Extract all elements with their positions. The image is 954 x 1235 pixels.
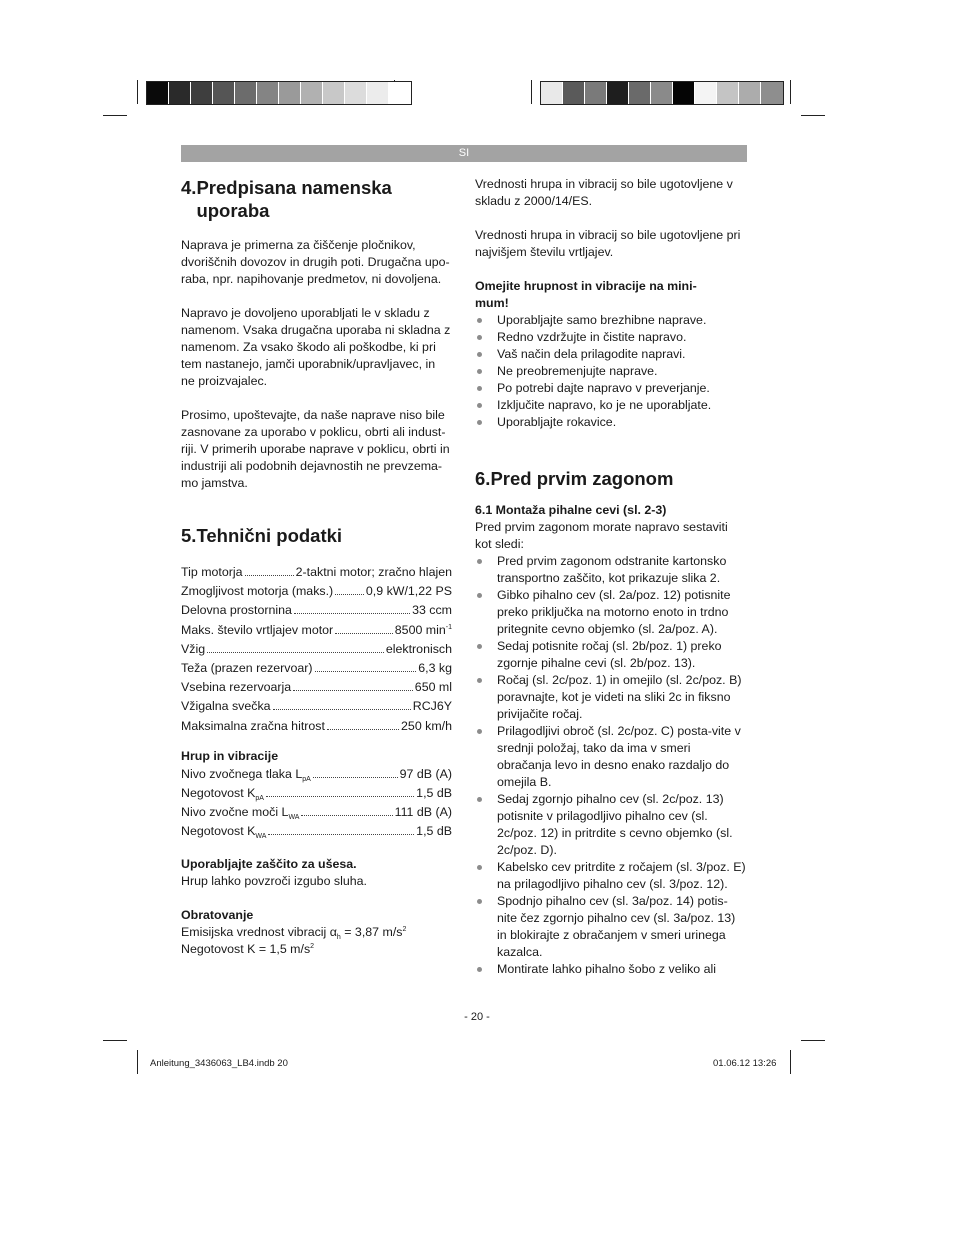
spec-label: Vsebina rezervoarja [181, 680, 292, 695]
spec-row [181, 601, 452, 620]
spec-label: Maks. število vrtljajev motor [181, 622, 334, 637]
section-5-heading [181, 524, 452, 547]
color-swatch [607, 82, 629, 104]
color-swatch [213, 82, 235, 104]
spec-row [181, 765, 452, 784]
color-swatch [301, 82, 323, 104]
spec-label: Maksimalna zračna hitrost [181, 718, 325, 733]
spec-label: Nivo zvočnega tlaka $L_{pA}$ [181, 766, 311, 783]
list-item: Montirate lahko pihalno šobo z veliko ali [475, 961, 747, 978]
spec-value: 2-taktni motor; zračno hlajen [295, 565, 452, 579]
dot-leader [294, 613, 410, 614]
spec-value: RCJ6Y [412, 699, 452, 714]
spec-subscript: pA [255, 794, 264, 802]
spec-row [181, 803, 452, 822]
color-swatch [323, 82, 345, 104]
vibration-uncertainty-line: Negotovost K = 1,5 $m/s^2$ [181, 942, 315, 957]
print-date: 01.06.12 13:26 [713, 1058, 777, 1069]
list-item: Gibko pihalno cev (sl. 2a/poz. 12) potisnite preko priključka na motorno enoto in trdno pritegnite cevno objemko (sl. 2a/poz. A). [475, 587, 747, 638]
subheading: 6.1 Montaža pihalne cevi (sl. 2-3) [475, 503, 667, 517]
spec-row [181, 640, 452, 659]
spec-subscript: pA [302, 775, 311, 783]
list-item: Pred prvim zagonom odstranite kartonsko transportno zaščito, kot prikazuje slika 2. [475, 553, 747, 587]
color-swatch [717, 82, 739, 104]
list-item: Prilagodljivi obroč (sl. 2c/poz. C) posta-vite v srednji položaj, tako da ima v smeri obračanja levo in desno enako razdaljo do omejila B. [475, 723, 747, 791]
spec-label: Negotovost $K_{WA}$ [181, 824, 267, 841]
page-number: - 20 - [464, 1011, 490, 1023]
spec-label: Vžigalna svečka [181, 699, 271, 714]
list-item: Sedaj zgornjo pihalno cev (sl. 2c/poz. 13) potisnite v prilagodljivo pihalno cev (sl. 2c/poz. 12) in pritrdite s cevno objemko (sl. 2c/poz. D). [475, 791, 747, 859]
color-swatch [563, 82, 585, 104]
spec-superscript: -1 [445, 623, 452, 631]
subheading: Obratovanje [181, 908, 254, 923]
assembly-steps-list [475, 553, 747, 978]
spec-row [181, 784, 452, 803]
spec-value: 650 ml [414, 680, 452, 695]
spec-row [181, 563, 452, 582]
color-swatch [169, 82, 191, 104]
section-4-heading [181, 176, 452, 222]
spec-value: 250 km/h [401, 718, 452, 733]
dot-leader [313, 777, 398, 778]
right-column [475, 176, 747, 978]
paragraph: Napravo je dovoljeno uporabljati le v skladu z namenom. Vsaka drugačna uporaba ni skladna z namenom. Za vsako škodo ali poškodbe, ki pri tem nastanejo, jamči uporabnik/upravljavec, in ne proizvajalec. [181, 306, 451, 388]
section-6-heading [475, 467, 747, 490]
spec-subscript: WA [255, 833, 267, 841]
paragraph: Pred prvim zagonom morate napravo sestaviti kot sledi: [475, 520, 728, 551]
paragraph: Vrednosti hrupa in vibracij so bile ugotovljene v skladu z 2000/14/ES. [475, 177, 733, 208]
color-swatch [695, 82, 717, 104]
language-code: SI [458, 147, 470, 159]
color-swatch [235, 82, 257, 104]
spec-value: 8500 $\min^{-1}$ [394, 622, 452, 637]
dot-leader [273, 709, 411, 710]
spec-value: 6,3 kg [418, 660, 452, 675]
spec-value: 1,5 dB [416, 785, 452, 800]
dot-leader [207, 652, 384, 653]
spec-value: 1,5 dB [416, 824, 452, 839]
color-swatch [389, 82, 411, 104]
dot-leader [327, 729, 399, 730]
color-swatch [191, 82, 213, 104]
dot-leader [301, 815, 392, 816]
crop-mark [103, 1040, 127, 1041]
color-swatch [585, 82, 607, 104]
section-title: Pred prvim zagonom [490, 468, 674, 489]
spec-value: 0,9 kW/1,22 PS [365, 584, 452, 599]
list-item: Ročaj (sl. 2c/poz. 1) in omejilo (sl. 2c/poz. B) poravnajte, kot je videti na sliki 2c in fiksno privijačite ročaj. [475, 672, 747, 723]
spec-label: Negotovost $K_{pA}$ [181, 785, 264, 802]
color-calibration-bar-left [146, 81, 412, 105]
section-title: Tehnični podatki [196, 525, 343, 546]
crop-mark [137, 80, 138, 104]
list-item: Vaš način dela prilagodite napravi. [475, 346, 747, 363]
subheading: Hrup in vibracije [181, 748, 279, 763]
noise-data-table [181, 765, 452, 842]
list-item: Izključite napravo, ko je ne uporabljate. [475, 397, 747, 414]
vibration-line: Emisijska vrednost vibracij $\alpha_h = 3,87$ $m/s^2$ [181, 925, 407, 942]
dot-leader [266, 796, 414, 797]
crop-mark [103, 115, 127, 116]
spec-value: 111 dB (A) [394, 805, 452, 820]
spec-label: Tip motorja [181, 565, 243, 579]
spec-subscript: WA [288, 814, 300, 822]
list-item: Uporabljajte rokavice. [475, 414, 747, 431]
spec-row [181, 621, 452, 640]
paragraph: Vrednosti hrupa in vibracij so bile ugotovljene pri najvišjem številu vrtljajev. [475, 228, 741, 259]
list-item: Spodnjo pihalno cev (sl. 3a/poz. 14) potis-nite čez zgornjo pihalno cev (sl. 3a/poz. 13) in blokirajte z obračanjem v smeri urinega kazalca. [475, 893, 747, 961]
paragraph: Hrup lahko povzroči izgubo sluha. [181, 874, 367, 889]
spec-row [181, 822, 452, 841]
noise-reduction-list [475, 312, 747, 431]
color-calibration-bar-right [540, 81, 784, 105]
subheading: Uporabljajte zaščito za ušesa. [181, 857, 357, 872]
color-swatch [279, 82, 301, 104]
color-swatch [739, 82, 761, 104]
spec-value: 97 dB (A) [399, 766, 452, 781]
list-item: Ne preobremenjujte naprave. [475, 363, 747, 380]
dot-leader [293, 690, 413, 691]
list-item: Kabelsko cev pritrdite z ročajem (sl. 3/poz. E) na prilagodljivo pihalno cev (sl. 3/poz. 12). [475, 859, 747, 893]
spec-row [181, 659, 452, 678]
crop-mark [790, 1050, 791, 1074]
left-column [181, 176, 452, 958]
list-item: Uporabljajte samo brezhibne naprave. [475, 312, 747, 329]
crop-mark [790, 80, 791, 104]
dot-leader [335, 594, 364, 595]
color-swatch [541, 82, 563, 104]
crop-mark [801, 115, 825, 116]
section-number: 6. [475, 468, 491, 489]
list-item: Sedaj potisnite ročaj (sl. 2b/poz. 1) preko zgornje pihalne cevi (sl. 2b/poz. 13). [475, 638, 747, 672]
spec-row [181, 678, 452, 697]
spec-label: Delovna prostornina [181, 603, 292, 618]
color-swatch [147, 82, 169, 104]
dot-leader [335, 633, 393, 634]
section-title: Predpisana namenska uporaba [196, 177, 392, 221]
crop-mark [801, 1040, 825, 1041]
dot-leader [268, 834, 414, 835]
dot-leader [315, 671, 417, 672]
spec-row [181, 717, 452, 736]
spec-value: elektronisch [385, 641, 452, 656]
color-swatch [651, 82, 673, 104]
color-swatch [629, 82, 651, 104]
list-item: Redno vzdržujte in čistite napravo. [475, 329, 747, 346]
spec-value: 33 ccm [412, 603, 452, 618]
spec-label: Zmogljivost motorja (maks.) [181, 584, 334, 599]
section-number: 5. [181, 525, 197, 546]
crop-mark [531, 80, 532, 104]
file-info: Anleitung_3436063_LB4.indb 20 [150, 1058, 288, 1069]
paragraph: Prosimo, upoštevajte, da naše naprave niso bile zasnovane za uporabo v poklicu, obrti ali indust-riji. V primerih uporabe naprave v poklicu, obrti in industriji ali podobnih dejavnostih ne prevzema-mo jamstva. [181, 408, 450, 490]
spec-row [181, 582, 452, 601]
subheading: Omejite hrupnost in vibracije na mini-mum! [475, 279, 697, 310]
spec-label: Teža (prazen rezervoar) [181, 660, 313, 675]
color-swatch [345, 82, 367, 104]
paragraph: Naprava je primerna za čiščenje pločnikov, dvoriščnih dovozov in drugih poti. Drugačna upo-raba, npr. napihovanje predmetov, ni dovoljena. [181, 238, 450, 286]
crop-mark [137, 1050, 138, 1074]
color-swatch [673, 82, 695, 104]
technical-data-table [181, 563, 452, 736]
spec-label: Vžig [181, 641, 206, 656]
color-swatch [257, 82, 279, 104]
section-number: 4. [181, 177, 197, 198]
list-item: Po potrebi dajte napravo v preverjanje. [475, 380, 747, 397]
language-header-band [181, 145, 747, 162]
dot-leader [245, 575, 294, 576]
color-swatch [367, 82, 389, 104]
spec-label: Nivo zvočne moči $L_{WA}$ [181, 805, 300, 822]
color-swatch [761, 82, 783, 104]
spec-row [181, 697, 452, 716]
